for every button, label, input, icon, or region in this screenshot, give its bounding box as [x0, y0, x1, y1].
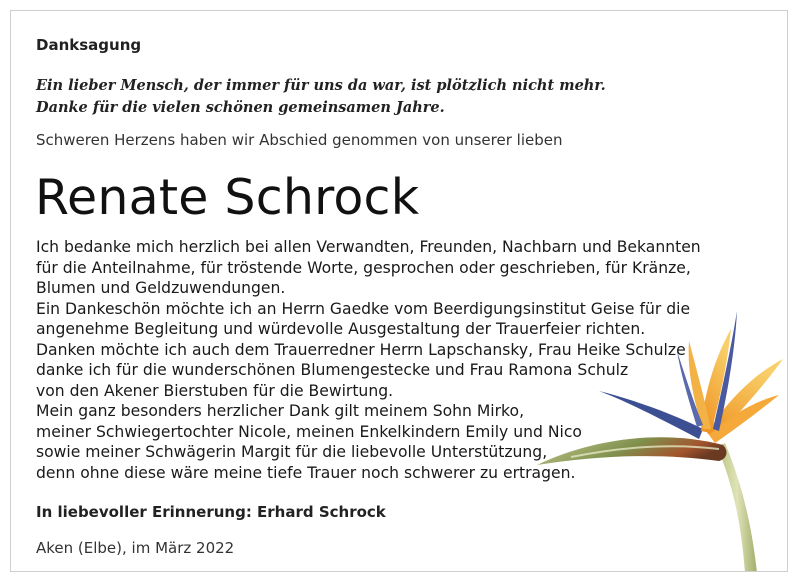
- place-date: Aken (Elbe), im März 2022: [36, 539, 235, 557]
- body-line: Blumen und Geldzuwendungen.: [36, 279, 286, 297]
- body-line: denn ohne diese wäre meine tiefe Trauer noch schwerer zu ertragen.: [36, 463, 576, 482]
- obituary-notice: [10, 10, 788, 572]
- body-line: Danken möchte ich auch dem Trauerredner Herrn Lapschansky, Frau Heike Schulze: [36, 340, 686, 359]
- body-line: danke ich für die wunderschönen Blumengestecke und Frau Ramona Schulz: [36, 361, 629, 379]
- body-line: angenehme Begleitung und würdevolle Ausgestaltung der Trauerfeier richten.: [36, 320, 646, 338]
- body-line: Mein ganz besonders herzlicher Dank gilt meinem Sohn Mirko,: [36, 402, 525, 420]
- body-line: von den Akener Bierstuben für die Bewirtung.: [36, 381, 394, 400]
- body-line: für die Anteilnahme, für tröstende Worte, gesprochen oder geschrieben, für Kränze,: [36, 258, 691, 277]
- quote: [36, 75, 606, 119]
- body-line: Ich bedanke mich herzlich bei allen Verwandten, Freunden, Nachbarn und Bekannten: [36, 238, 701, 256]
- body-line: sowie meiner Schwägerin Margit für die liebevolle Unterstützung,: [36, 443, 548, 461]
- signature: In liebevoller Erinnerung: Erhard Schrock: [36, 503, 386, 521]
- quote-line: Danke für die vielen schönen gemeinsamen Jahre.: [36, 99, 445, 116]
- quote-line: Ein lieber Mensch, der immer für uns da war, ist plötzlich nicht mehr.: [36, 77, 606, 94]
- intro-text: Schweren Herzens haben wir Abschied genommen von unserer lieben: [36, 131, 563, 149]
- heading: Danksagung: [36, 36, 142, 54]
- body-line: meiner Schwiegertochter Nicole, meinen Enkelkindern Emily und Nico: [36, 422, 582, 441]
- deceased-name: Renate Schrock: [35, 169, 420, 226]
- body-line: Ein Dankeschön möchte ich an Herrn Gaedke vom Beerdigungsinstitut Geise für die: [36, 299, 691, 318]
- body-text: [36, 237, 701, 483]
